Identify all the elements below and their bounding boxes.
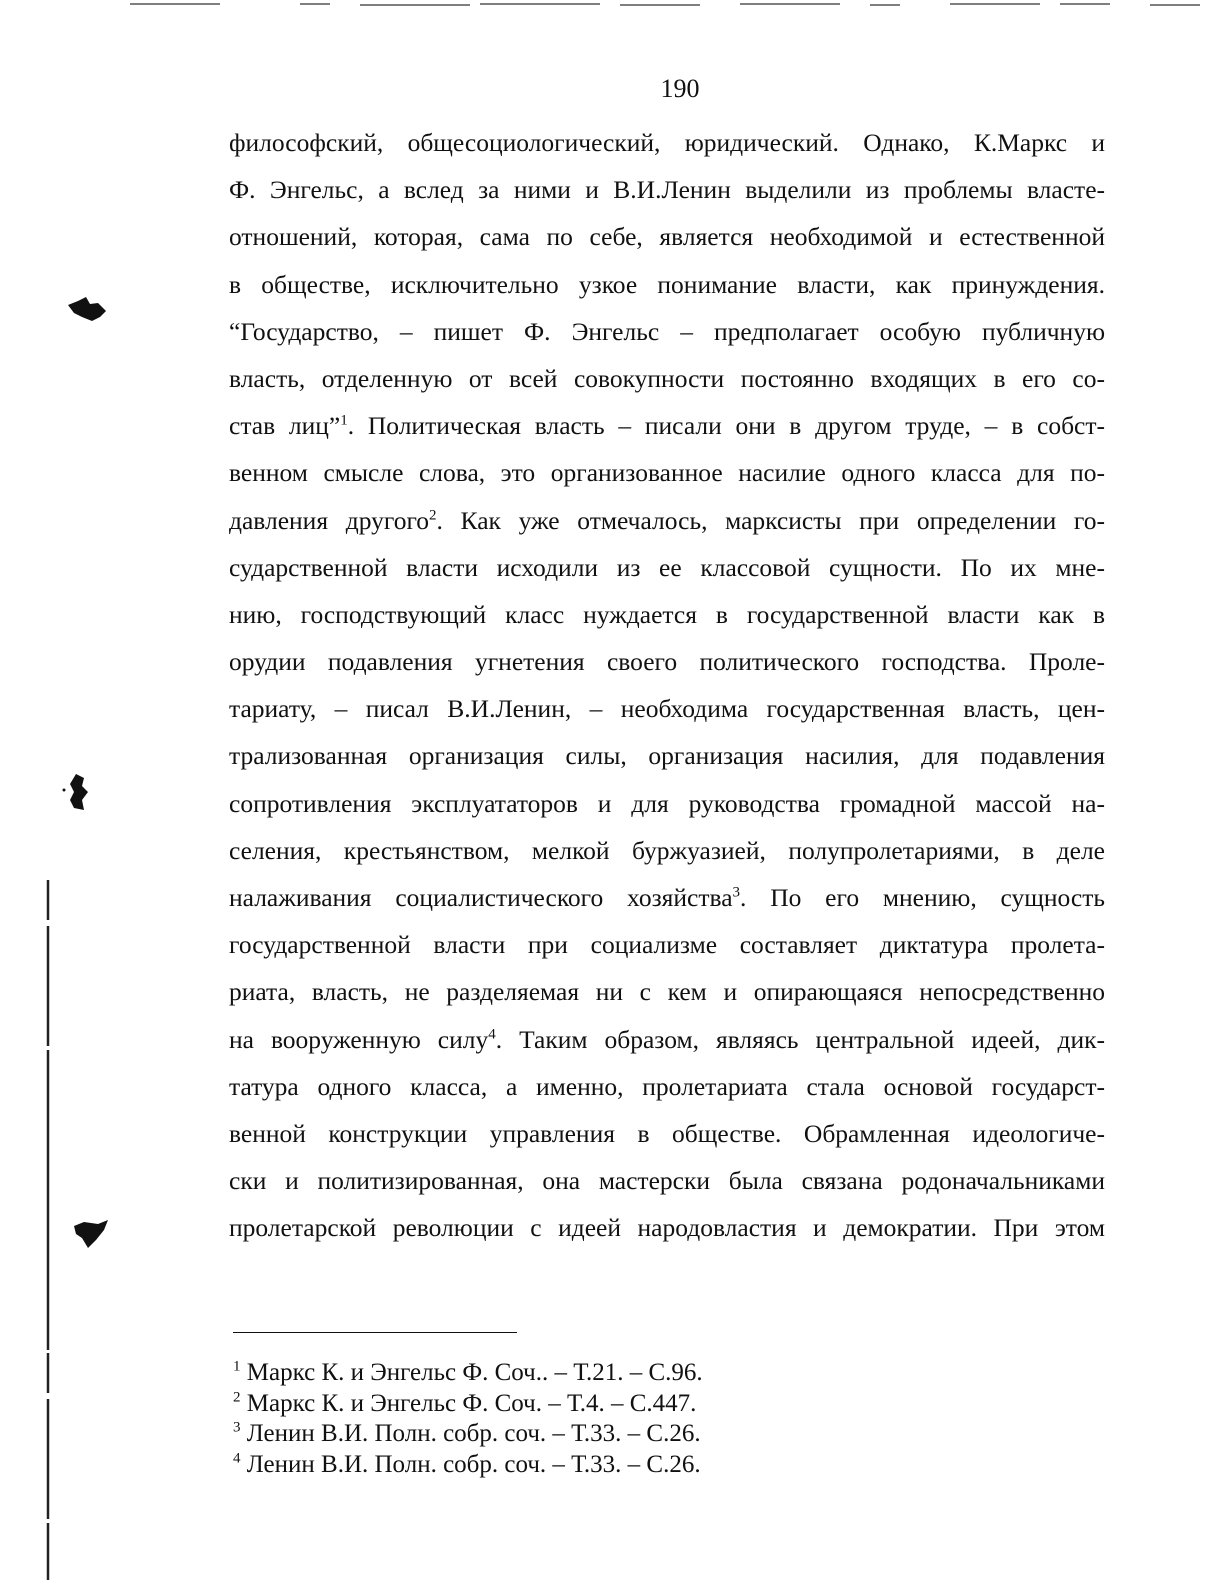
body-line: давления другого$^2$. Как уже отмечалось, марксисты при определении го- (229, 505, 1105, 535)
body-line: на вооруженную силу$^4$. Таким образом, являясь центральной идеей, дик- (229, 1024, 1105, 1054)
body-line: государственной власти при социализме составляет диктатура пролета- (229, 930, 1105, 960)
ink-blot-mark (64, 295, 110, 325)
footnote-ref: 1 (340, 412, 348, 429)
body-line: сопротивления эксплуататоров и для руководства громадной массой на- (229, 788, 1105, 818)
footnote-item: $^3$ Ленин В.И. Полн. собр. соч. – Т.33. – С.26. (233, 1419, 701, 1447)
footnote-number: 1 (233, 1358, 241, 1375)
footnote-item: $^1$ Маркс К. и Энгельс Ф. Соч.. – Т.21. – С.96. (233, 1358, 703, 1386)
body-line: орудии подавления угнетения своего политического господства. Проле- (229, 647, 1105, 677)
footnote-number: 3 (233, 1419, 241, 1436)
body-line: “Государство, – пишет Ф. Энгельс – предполагает особую публичную (229, 316, 1105, 346)
body-line: налаживания социалистического хозяйства$^3$. По его мнению, сущность (229, 883, 1105, 912)
body-line: ски и политизированная, она мастерски была связана родоначальниками (229, 1166, 1105, 1196)
page-number: 190 (660, 74, 700, 103)
footnote-ref: 2 (429, 507, 437, 523)
body-line: нию, господствующий класс нуждается в государственной власти как в (229, 599, 1105, 629)
body-line: трализованная организация силы, организация насилия, для подавления (229, 741, 1105, 771)
body-line: селения, крестьянством, мелкой буржуазией, полупролетариями, в деле (229, 835, 1105, 865)
body-line: пролетарской революции с идеей народовластия и демократии. При этом (229, 1213, 1105, 1243)
body-line: венной конструкции управления в обществе. Обрамленная идеологиче- (229, 1118, 1105, 1148)
body-line: сударственной власти исходили из ее классовой сущности. По их мне- (229, 552, 1105, 582)
body-line: отношений, которая, сама по себе, является необходимой и естественной (229, 222, 1105, 252)
body-line: венном смысле слова, это организованное насилие одного класса для по- (229, 458, 1105, 488)
body-line: в обществе, исключительно узкое понимание власти, как принуждения. (229, 269, 1105, 299)
ink-blot-mark (58, 772, 94, 814)
body-line: власть, отделенную от всей совокупности постоянно входящих в его со- (229, 363, 1105, 393)
scan-top-edge (0, 0, 1231, 14)
footnote-number: 2 (233, 1389, 241, 1406)
footnote-ref: 3 (732, 884, 741, 901)
footnotes (233, 1358, 933, 1480)
body-text (229, 119, 1105, 1252)
scan-left-edge (46, 880, 50, 1590)
footnote-item: $^2$ Маркс К. и Энгельс Ф. Соч. – Т.4. – С.447. (233, 1389, 697, 1417)
footnote-ref: 4 (488, 1026, 496, 1043)
body-line: став лиц”$^1$. Политическая власть – писали они в другом труде, – в собст- (229, 411, 1105, 441)
footnote-item: $^4$ Ленин В.И. Полн. собр. соч. – Т.33. – С.26. (233, 1450, 701, 1478)
body-line: философский, общесоциологический, юридический. Однако, К.Маркс и (229, 128, 1105, 157)
footnote-separator (233, 1332, 517, 1333)
body-line: риата, власть, не разделяемая ни с кем и опирающаяся непосредственно (229, 977, 1105, 1007)
ink-blot-mark (68, 1218, 112, 1252)
body-line: татура одного класса, а именно, пролетариата стала основой государст- (229, 1071, 1105, 1101)
body-line: тариату, – писал В.И.Ленин, – необходима государственная власть, цен- (229, 694, 1105, 724)
footnote-number: 4 (233, 1450, 241, 1467)
body-line: Ф. Энгельс, а вслед за ними и В.И.Ленин выделили из проблемы власте- (229, 175, 1105, 205)
